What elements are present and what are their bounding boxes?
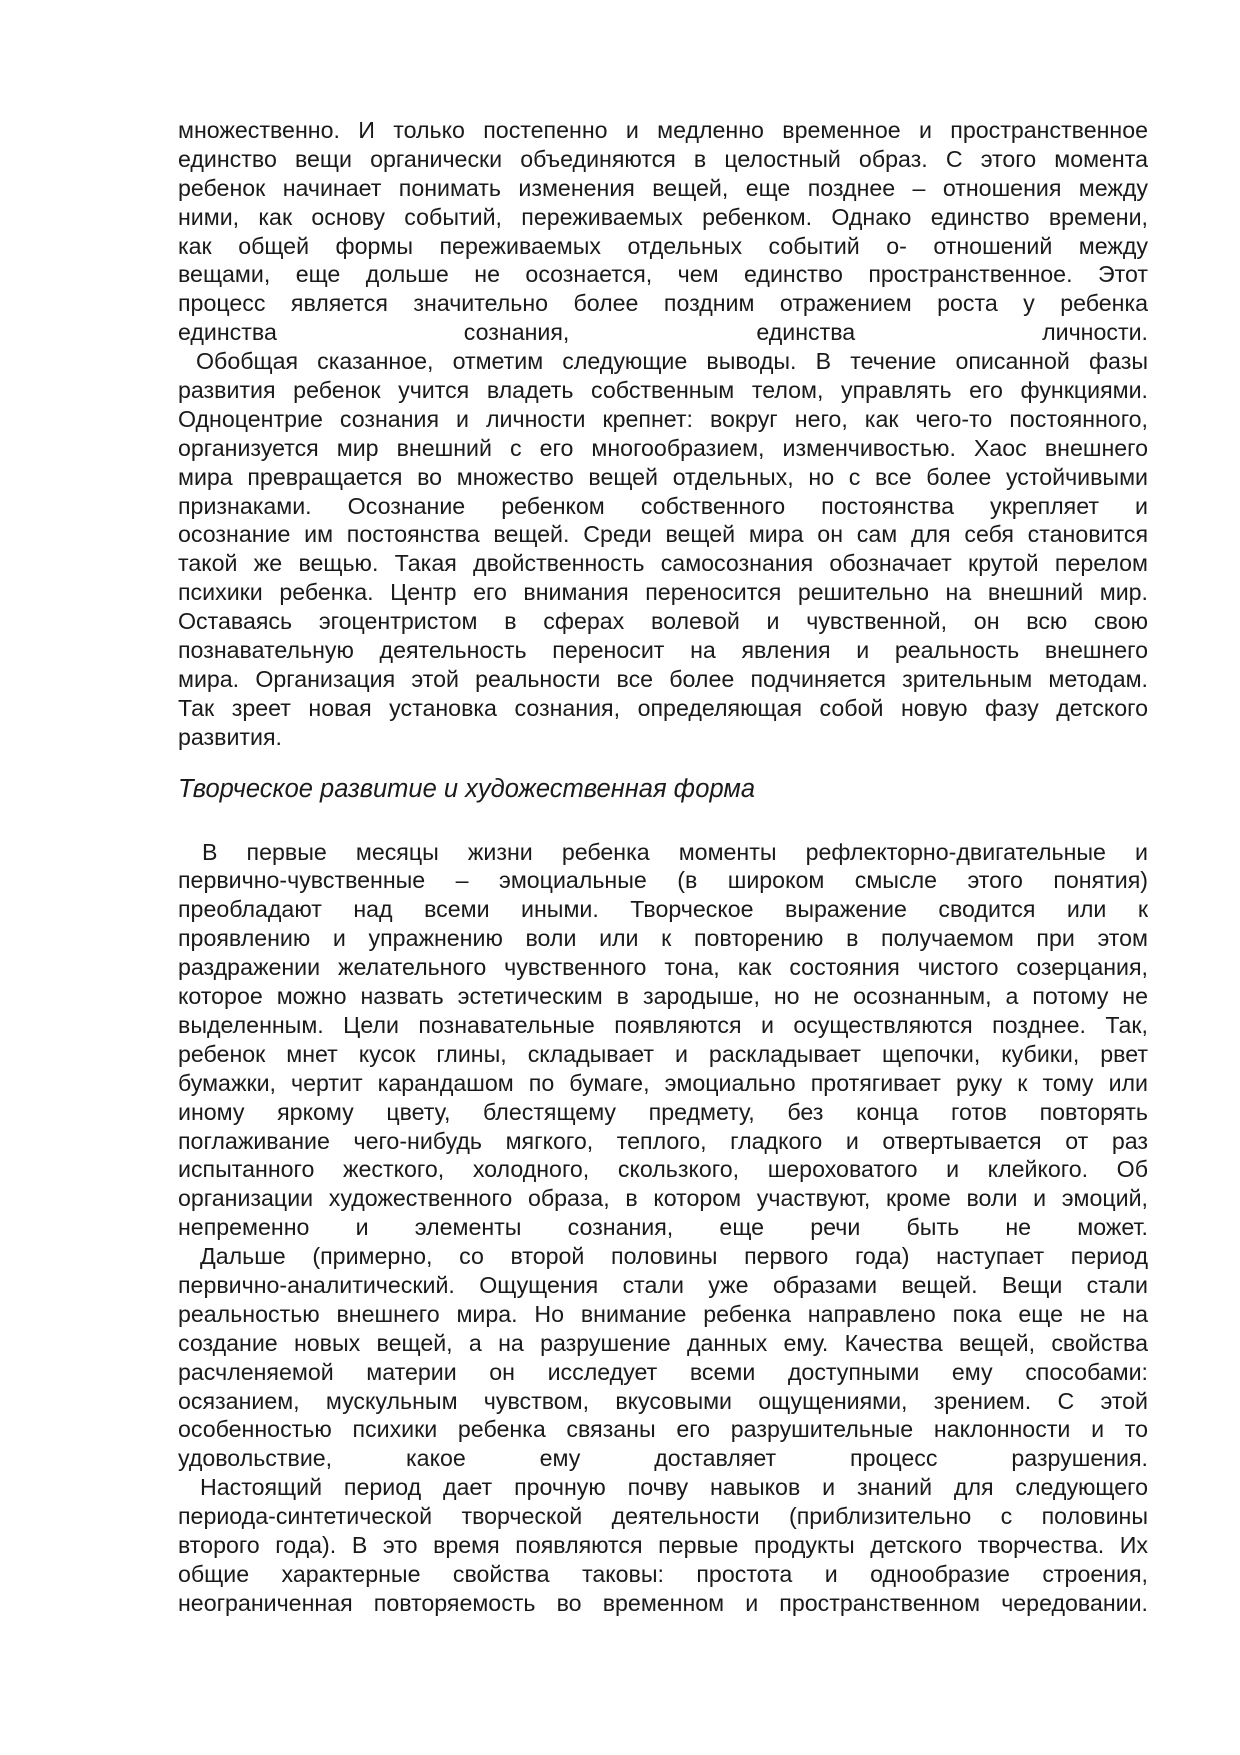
- text-line: осознание им постоянства вещей. Среди вещей мира он сам для себя становится: [178, 521, 1148, 548]
- text-line: осязанием, мускульным чувством, вкусовыми ощущениями, зрением. С этой: [178, 1387, 1148, 1414]
- text-line: удовольствие, какое ему доставляет процесс разрушения.: [178, 1445, 1148, 1472]
- text-line: такой же вещью. Такая двойственность самосознания обозначает крутой перелом: [178, 550, 1148, 577]
- text-line: Одноцентрие сознания и личности крепнет: вокруг него, как чего-то постоянного,: [178, 405, 1148, 432]
- text-line: выделенным. Цели познавательные появляются и осуществляются позднее. Так,: [178, 1011, 1148, 1038]
- text-line: особенностью психики ребенка связаны его разрушительные наклонности и то: [178, 1416, 1148, 1443]
- text-line: второго года). В это время появляются первые продукты детского творчества. Их: [178, 1531, 1148, 1558]
- text-line: организуется мир внешний с его многообразием, изменчивостью. Хаос внешнего: [178, 434, 1148, 461]
- text-line: преобладают над всеми иными. Творческое выражение сводится или к: [178, 896, 1148, 923]
- text-line: Дальше (примерно, со второй половины первого года) наступает период: [200, 1243, 1148, 1270]
- text-line: Обобщая сказанное, отметим следующие выводы. В течение описанной фазы: [196, 348, 1148, 375]
- text-line: мира превращается во множество вещей отдельных, но с все более устойчивыми: [178, 463, 1148, 490]
- text-line: развития.: [178, 723, 283, 750]
- text-line: проявлению и упражнению воли или к повторению в получаемом при этом: [178, 925, 1148, 952]
- text-line: как общей формы переживаемых отдельных событий о- отношений между: [178, 232, 1148, 259]
- text-line: раздражении желательного чувственного тона, как состояния чистого созерцания,: [178, 954, 1148, 981]
- text-line: иному яркому цвету, блестящему предмету, без конца готов повторять: [178, 1098, 1148, 1125]
- paragraph-summary: [178, 347, 1148, 751]
- text-line: расчленяемой материи он исследует всеми доступными ему способами:: [178, 1358, 1148, 1385]
- text-line: психики ребенка. Центр его внимания переносится решительно на внешний мир.: [178, 579, 1148, 606]
- text-line: процесс является значительно более поздним отражением роста у ребенка: [178, 290, 1148, 317]
- paragraph-analytic-period: [178, 1242, 1148, 1473]
- text-line: вещами, еще дольше не осознается, чем единство пространственное. Этот: [178, 261, 1148, 288]
- text-line: неограниченная повторяемость во временном и пространственном чередовании.: [178, 1589, 1148, 1616]
- text-line: непременно и элементы сознания, еще речи быть не может.: [178, 1214, 1148, 1241]
- paragraph-synthetic-period: [178, 1473, 1148, 1617]
- paragraph-first-months: [178, 838, 1148, 1242]
- text-line: множественно. И только постепенно и медленно временное и пространственное: [178, 117, 1148, 143]
- text-line: Так зреет новая установка сознания, определяющая собой новую фазу детского: [178, 694, 1148, 721]
- text-line: периода-синтетической творческой деятельности (приблизительно с половины: [178, 1503, 1148, 1530]
- text-line: познавательную деятельность переносит на явления и реальность внешнего: [178, 637, 1148, 664]
- text-line: первично-аналитический. Ощущения стали уже образами вещей. Вещи стали: [178, 1271, 1148, 1298]
- section-heading: Творческое развитие и художественная форма: [178, 774, 755, 803]
- text-line: создание новых вещей, а на разрушение данных ему. Качества вещей, свойства: [178, 1329, 1148, 1356]
- text-line: признаками. Осознание ребенком собственного постоянства укрепляет и: [178, 492, 1148, 519]
- text-line: единство вещи органически объединяются в целостный образ. С этого момента: [178, 145, 1148, 172]
- text-line: которое можно назвать эстетическим в зародыше, но не осознанным, а потому не: [178, 983, 1148, 1010]
- text-line: Оставаясь эгоцентристом в сферах волевой и чувственной, он всю свою: [178, 608, 1148, 635]
- text-line: реальностью внешнего мира. Но внимание ребенка направлено пока еще не на: [178, 1300, 1148, 1327]
- text-line: ними, как основу событий, переживаемых ребенком. Однако единство времени,: [178, 203, 1148, 230]
- text-line: испытанного жесткого, холодного, скользкого, шероховатого и клейкого. Об: [178, 1156, 1148, 1183]
- text-line: организации художественного образа, в котором участвуют, кроме воли и эмоций,: [178, 1185, 1148, 1212]
- text-line: В первые месяцы жизни ребенка моменты рефлекторно-двигательные и: [202, 838, 1148, 865]
- paragraph-continuation: [178, 116, 1148, 347]
- text-line: общие характерные свойства таковы: простота и однообразие строения,: [178, 1560, 1148, 1587]
- document-page: [178, 116, 1148, 1618]
- text-line: поглаживание чего-нибудь мягкого, теплого, гладкого и отвертывается от раз: [178, 1127, 1148, 1154]
- text-line: ребенок мнет кусок глины, складывает и раскладывает щепочки, кубики, рвет: [178, 1040, 1148, 1067]
- text-line: Настоящий период дает прочную почву навыков и знаний для следующего: [200, 1474, 1148, 1501]
- text-line: развития ребенок учится владеть собственным телом, управлять его функциями.: [178, 377, 1148, 404]
- text-line: ребенок начинает понимать изменения вещей, еще позднее – отношения между: [178, 174, 1148, 201]
- text-line: единства сознания, единства личности.: [178, 319, 1148, 346]
- text-line: первично-чувственные – эмоциальные (в широком смысле этого понятия): [178, 867, 1148, 894]
- text-line: мира. Организация этой реальности все более подчиняется зрительным методам.: [178, 665, 1148, 692]
- text-line: бумажки, чертит карандашом по бумаге, эмоциально протягивает руку к тому или: [178, 1069, 1148, 1096]
